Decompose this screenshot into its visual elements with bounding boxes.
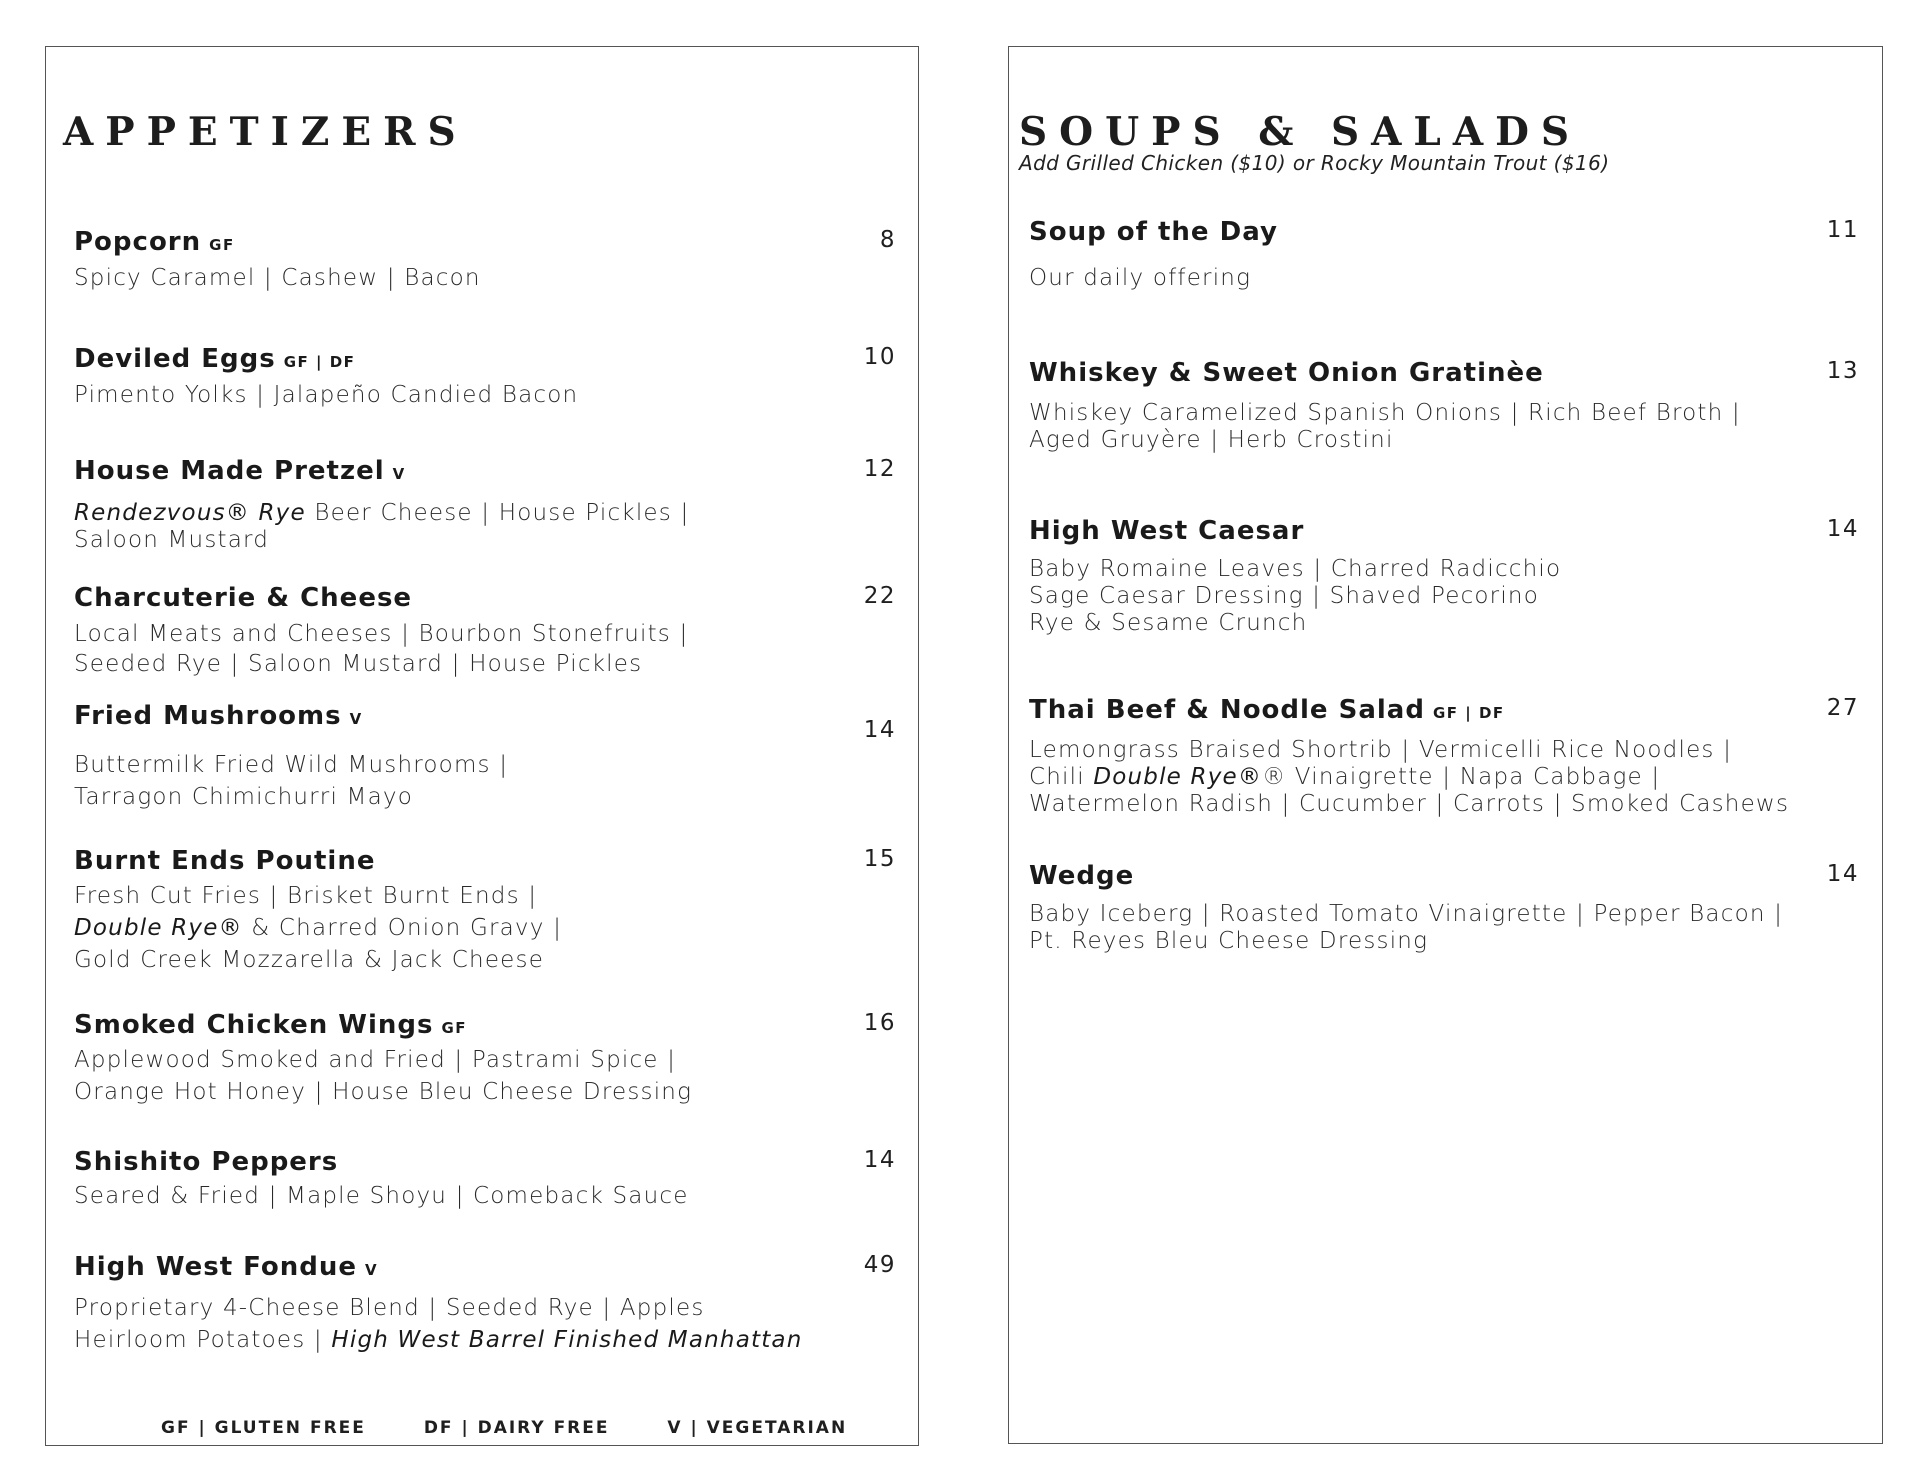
item-description [74,749,508,813]
item-description [74,619,688,679]
item-description [1029,400,1741,454]
appetizers-panel [45,46,919,1446]
item-name: Whiskey & Sweet Onion Gratinèe [1029,358,1544,388]
dietary-tag: V [365,1261,379,1279]
description-line: Spicy Caramel | Cashew | Bacon [74,265,481,291]
item-description [1029,263,1251,293]
item-price: 14 [1826,516,1859,542]
item-description [74,380,578,410]
dietary-tag: GF | DF [283,353,356,371]
item-name: Smoked Chicken Wings [74,1010,434,1040]
dietary-tag: V [392,465,406,483]
soups-salads-panel [1008,46,1883,1444]
description-line: Fresh Cut Fries | Brisket Burnt Ends | [74,883,538,909]
item-description [1029,556,1561,637]
item-name: Soup of the Day [1029,217,1278,247]
description-line: Buttermilk Fried Wild Mushrooms | [74,752,509,778]
brand-name: Rendezvous® Rye [74,500,306,526]
add-protein-note: Add Grilled Chicken ($10) or Rocky Mountain Trout ($16) [1019,151,1610,175]
item-price: 12 [863,456,896,482]
description-line: Pt. Reyes Bleu Cheese Dressing [1029,928,1429,954]
item-description [74,1044,692,1108]
item-name: Deviled Eggs [74,344,276,374]
brand-name: High West Barrel Finished Manhattan [331,1327,803,1353]
dietary-tag: GF [441,1019,468,1037]
item-name: High West Caesar [1029,516,1305,546]
item-price: 14 [863,1147,896,1173]
item-description [74,880,562,976]
description-line: Local Meats and Cheeses | Bourbon Stonefruits | [74,621,689,647]
item-description [74,500,689,554]
item-price: 22 [863,583,896,609]
appetizers-title: APPETIZERS [63,109,468,155]
item-price: 27 [1826,695,1859,721]
description-line: Baby Iceberg | Roasted Tomato Vinaigrette | Pepper Bacon | [1029,901,1784,927]
dietary-tag: GF | DF [1432,704,1505,722]
brand-name: Double Rye® [74,915,243,941]
item-description [74,263,481,293]
item-price: 15 [863,846,896,872]
item-price: 11 [1826,217,1859,243]
dietary-tag: V [349,710,363,728]
description-line: Watermelon Radish | Cucumber | Carrots | Smoked Cashews [1029,791,1790,817]
item-price: 49 [863,1252,896,1278]
description-line: Our daily offering [1029,265,1252,291]
item-description [74,1292,803,1356]
item-name: Shishito Peppers [74,1147,339,1177]
description-text: Chili [1029,764,1094,790]
soups-salads-title: SOUPS & SALADS [1019,109,1582,155]
item-name: Charcuterie & Cheese [74,583,413,613]
item-name: House Made Pretzel [74,456,385,486]
item-name: High West Fondue [74,1252,358,1282]
description-line: Sage Caesar Dressing | Shaved Pecorino [1029,583,1539,609]
description-line: Rye & Sesame Crunch [1029,610,1308,636]
description-line: & Charred Onion Gravy | [251,915,563,941]
item-name: Wedge [1029,861,1135,891]
description-line: Lemongrass Braised Shortrib | Vermicelli Rice Noodles | [1029,737,1733,763]
item-name: Burnt Ends Poutine [74,846,376,876]
description-line: ® Vinaigrette | Napa Cabbage | [1262,764,1661,790]
description-line: Tarragon Chimichurri Mayo [74,784,413,810]
description-line: Seared & Fried | Maple Shoyu | Comeback Sauce [74,1183,689,1209]
item-name: Fried Mushrooms [74,701,342,731]
item-name: Popcorn [74,227,202,257]
brand-name: Double Rye® [1093,764,1263,790]
description-line: Seeded Rye | Saloon Mustard | House Pickles [74,651,643,677]
item-description [1029,901,1783,955]
legend-gluten-free: GF | GLUTEN FREE [161,1418,366,1438]
item-price: 8 [879,227,896,253]
item-description [1029,737,1789,818]
legend-vegetarian: V | VEGETARIAN [667,1418,848,1438]
description-line: Whiskey Caramelized Spanish Onions | Rich Beef Broth | [1029,400,1741,426]
description-line: Saloon Mustard [74,527,270,553]
description-line: Orange Hot Honey | House Bleu Cheese Dressing [74,1079,693,1105]
description-line: Aged Gruyère | Herb Crostini [1029,427,1394,453]
description-line: Beer Cheese | House Pickles | [314,500,690,526]
dietary-tag: GF [209,236,235,254]
item-price: 14 [863,717,896,743]
item-price: 14 [1826,861,1859,887]
item-name: Thai Beef & Noodle Salad [1029,695,1425,725]
description-line: Pimento Yolks | Jalapeño Candied Bacon [74,382,579,408]
description-line: Heirloom Potatoes | [74,1327,332,1353]
item-description [74,1181,689,1211]
description-line: Baby Romaine Leaves | Charred Radicchio [1029,556,1562,582]
description-line: Applewood Smoked and Fried | Pastrami Spice | [74,1047,677,1073]
item-price: 13 [1826,358,1859,384]
dietary-legend [161,1418,897,1438]
item-price: 16 [863,1010,896,1036]
item-price: 10 [863,344,896,370]
description-line: Gold Creek Mozzarella & Jack Cheese [74,947,545,973]
legend-dairy-free: DF | DAIRY FREE [423,1418,610,1438]
description-line: Proprietary 4-Cheese Blend | Seeded Rye | Apples [74,1295,705,1321]
